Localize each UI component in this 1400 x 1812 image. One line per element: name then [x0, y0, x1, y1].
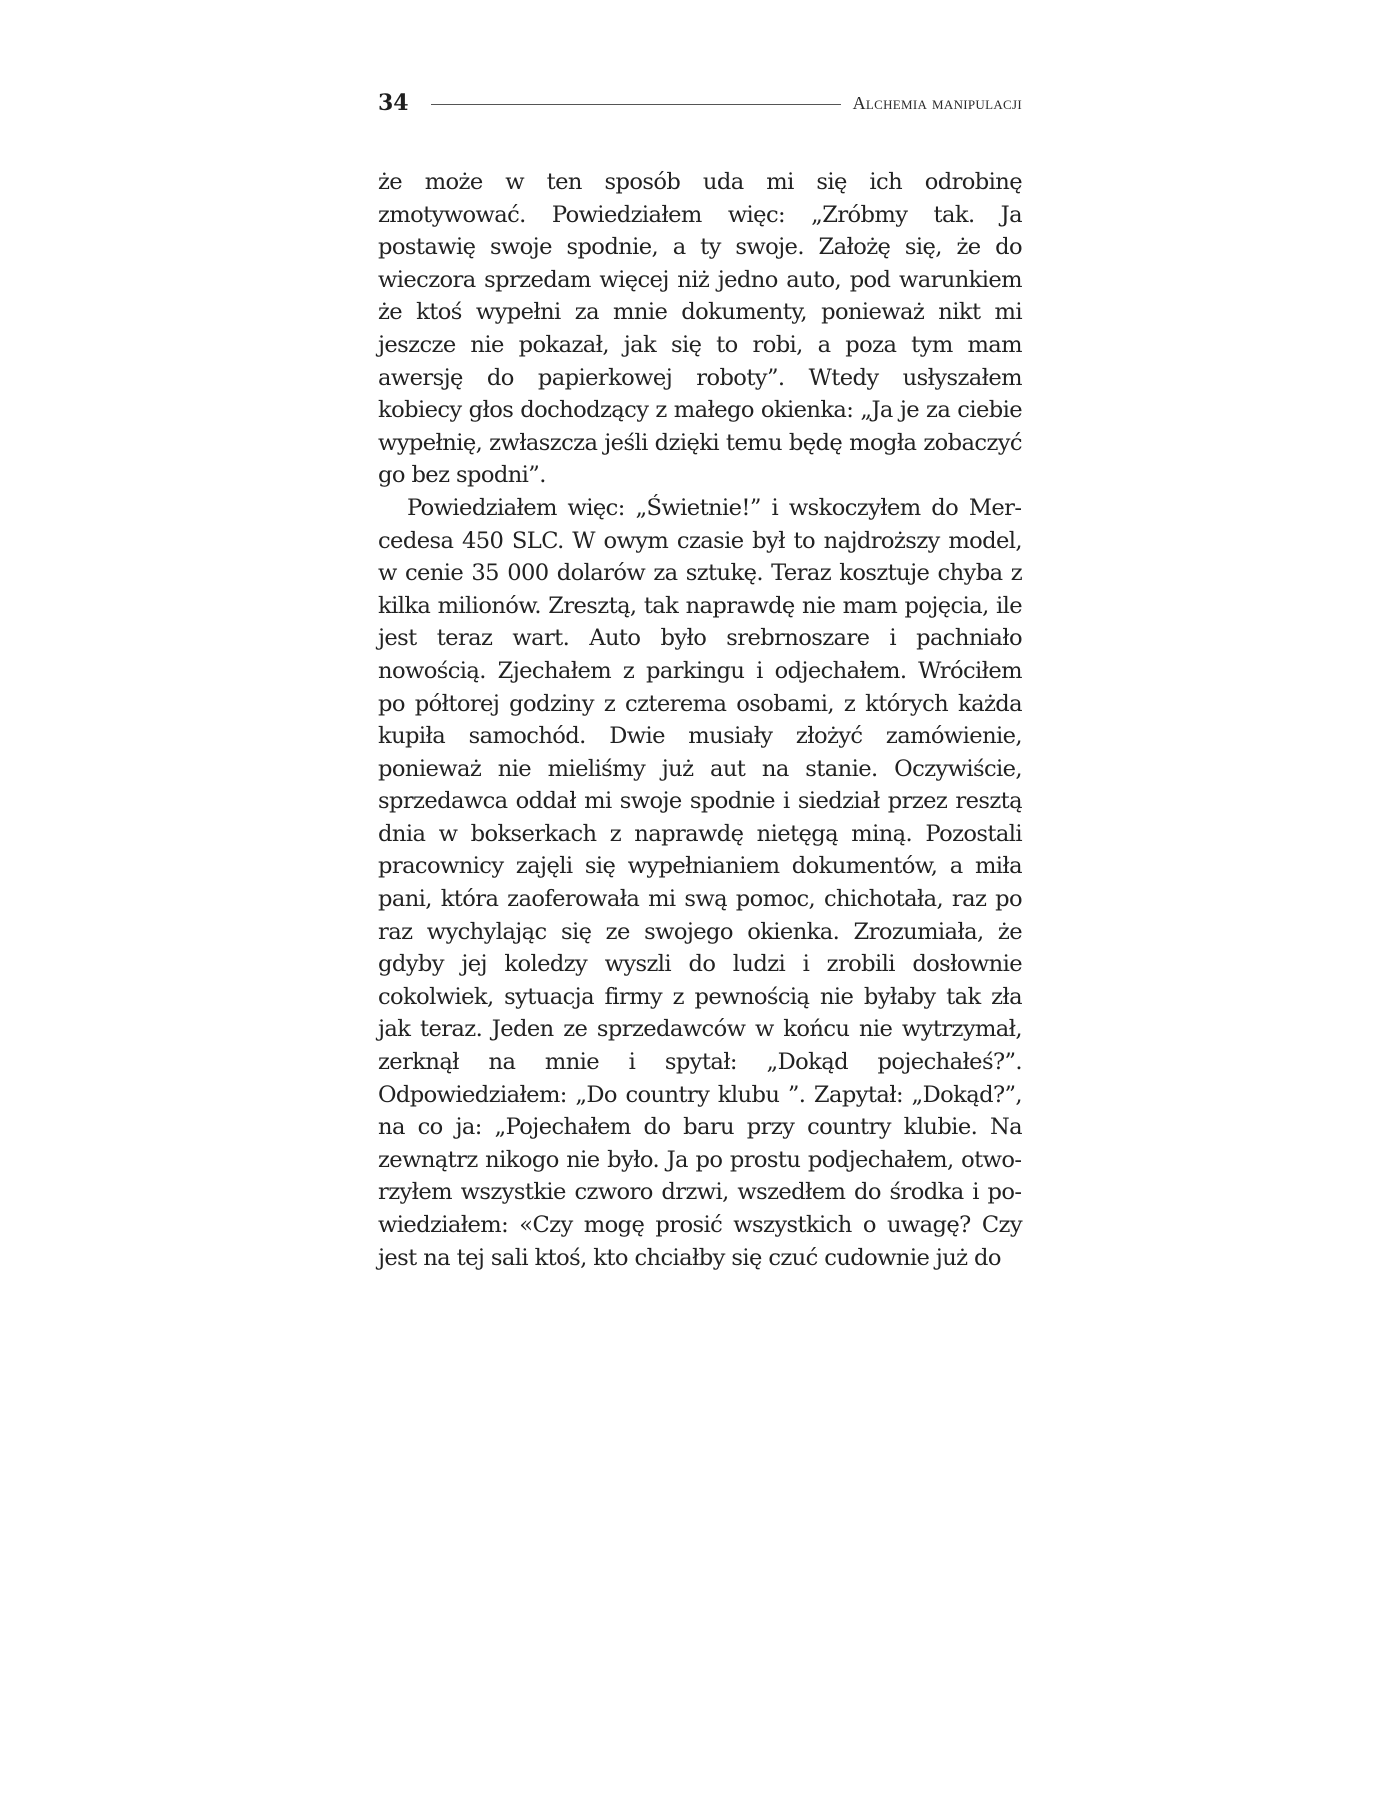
header-rule	[431, 104, 841, 105]
paragraph-continued: że może w ten sposób uda mi się ich odrobinę zmotywować. Powiedziałem więc: „Zróbmy tak. Ja postawię swoje spodnie, a ty swoje. Założę się, że do wieczora sprzedam więcej niż jedno auto, pod warunkiem że ktoś wypełni za mnie dokumenty, ponieważ nikt mi jeszcze nie pokazał, jak się to robi, a poza tym mam awersję do papierkowej roboty”. Wtedy usłyszałem kobiecy głos dochodzący z małego okienka: „Ja je za ciebie wypełnię, zwłaszcza jeśli dzięki temu będę mogła zobaczyć go bez spodni”.	[378, 169, 1022, 489]
body-text	[378, 166, 1022, 1274]
page-number: 34	[378, 90, 409, 116]
book-title: Alchemia manipulacji	[852, 92, 1022, 113]
running-header	[378, 86, 1022, 120]
paragraph: Powiedziałem więc: „Świetnie!” i wskoczyłem do Mercedesa 450 SLC. W owym czasie był to najdroższy model, w cenie 35 000 dolarów za sztukę. Teraz kosztuje chyba z kilka milionów. Zresztą, tak naprawdę nie mam pojęcia, ile jest teraz wart. Auto było srebrnoszare i pachniało nowością. Zjechałem z parkingu i odjechałem. Wróciłem po półtorej godziny z czterema osobami, z których każda kupiła samochód. Dwie musiały złożyć zamówienie, ponieważ nie mieliśmy już aut na stanie. Oczywiście, sprzedawca oddał mi swoje spodnie i siedział przez resztą dnia w bokserkach z naprawdę nietęgą miną. Pozostali pracownicy zajęli się wypełnianiem dokumentów, a miła pani, która zaoferowała mi swą pomoc, chichotała, raz po raz wychylając się ze swojego okienka. Zrozumiała, że gdyby jej koledzy wyszli do ludzi i zrobili dosłownie cokolwiek, sytuacja firmy z pewnością nie byłaby tak zła jak teraz. Jeden ze sprzedawców w końcu nie wytrzymał, zerknął na mnie i spytał: „Dokąd pojechałeś?”. Odpowiedziałem: „Do country klubu ”. Zapytał: „Dokąd?”, na co ja: „Pojechałem do baru przy country klubie. Na zewnątrz nikogo nie było. Ja po prostu podjechałem, otworzyłem wszystkie czworo drzwi, wszedłem do środka i powiedziałem: «Czy mogę prosić wszystkich o uwagę? Czy jest na tej sali ktoś, kto chciałby się czuć cudownie już do	[378, 494, 1022, 1271]
